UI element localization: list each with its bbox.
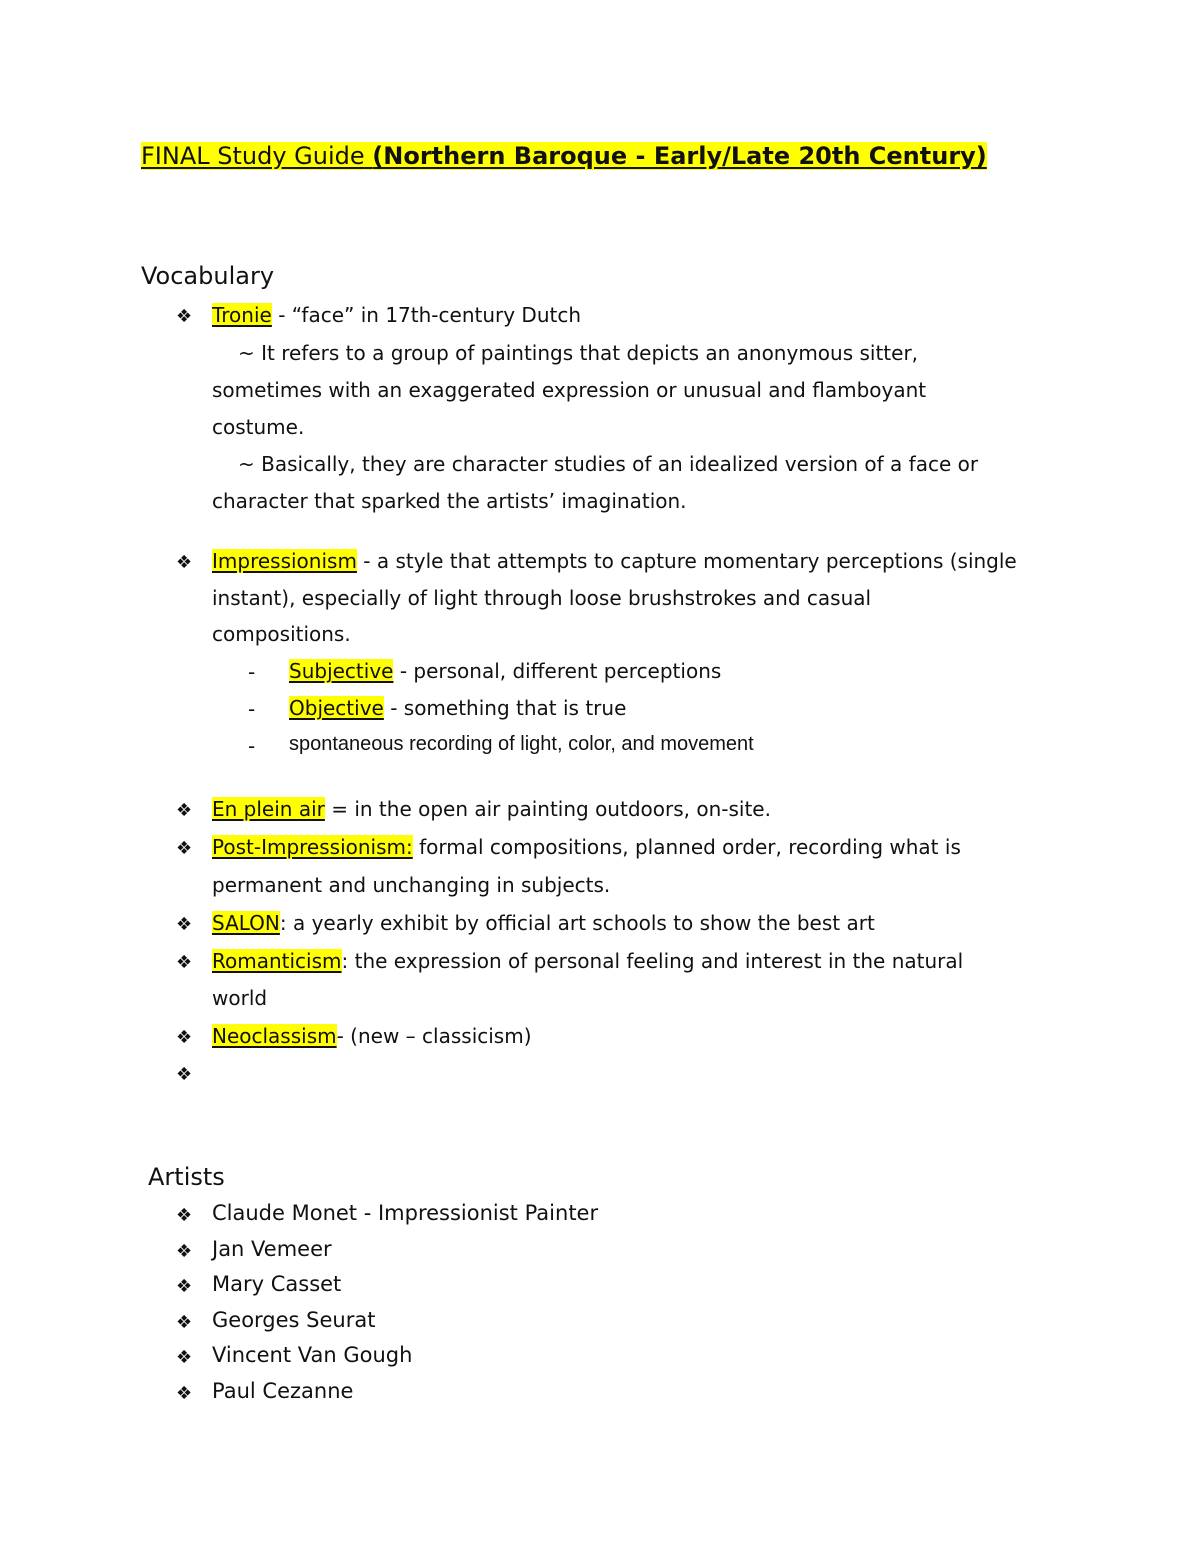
diamond-bullet-icon: ❖	[176, 800, 193, 821]
title-part-1: FINAL Study Guide	[141, 142, 365, 170]
artist-item: Paul Cezanne	[212, 1379, 354, 1403]
term-en-plein-air: En plein air	[212, 797, 325, 821]
vocab-item-en-plein-air: En plein air = in the open air painting outdoors, on-site.	[212, 797, 771, 821]
sub-item-subjective: Subjective - personal, different perceptions	[289, 659, 722, 683]
vocab-item-romanticism: Romanticism: the expression of personal feeling and interest in the natural	[212, 949, 964, 973]
vocab-item-salon: SALON: a yearly exhibit by official art schools to show the best art	[212, 911, 875, 935]
diamond-bullet-icon: ❖	[176, 1383, 193, 1404]
diamond-bullet-icon: ❖	[176, 1276, 193, 1297]
term-impressionism: Impressionism	[212, 549, 357, 573]
artist-item: Mary Casset	[212, 1272, 342, 1296]
diamond-bullet-icon: ❖	[176, 1205, 193, 1226]
dash-bullet: -	[248, 660, 256, 684]
vocab-item-impressionism: Impressionism - a style that attempts to capture momentary perceptions (single	[212, 549, 1017, 573]
diamond-bullet-icon: ❖	[176, 306, 193, 327]
diamond-bullet-icon: ❖	[176, 1347, 193, 1368]
term-tronie: Tronie	[212, 303, 272, 327]
term-romanticism: Romanticism	[212, 949, 342, 973]
artist-item: Georges Seurat	[212, 1308, 376, 1332]
term-post-impressionism: Post-Impressionism:	[212, 835, 413, 859]
title-part-2: (Northern Baroque - Early/Late 20th Century)	[372, 142, 987, 170]
sub-item-objective: Objective - something that is true	[289, 696, 627, 720]
dash-bullet: -	[248, 734, 256, 758]
diamond-bullet-icon: ❖	[176, 1064, 193, 1085]
artist-item: Jan Vemeer	[212, 1237, 332, 1261]
dash-bullet: -	[248, 697, 256, 721]
tronie-line-1: ~ It refers to a group of paintings that depicts an anonymous sitter,	[238, 341, 919, 365]
post-impressionism-line-2: permanent and unchanging in subjects.	[212, 873, 611, 897]
diamond-bullet-icon: ❖	[176, 1027, 193, 1048]
page-title	[141, 142, 987, 170]
term-objective: Objective	[289, 696, 384, 720]
sub-item-spontaneous: spontaneous recording of light, color, and movement	[289, 733, 754, 755]
tronie-line-4: ~ Basically, they are character studies of an idealized version of a face or	[238, 452, 979, 476]
term-subjective: Subjective	[289, 659, 394, 683]
artists-heading: Artists	[148, 1163, 225, 1191]
diamond-bullet-icon: ❖	[176, 1241, 193, 1262]
romanticism-line-2: world	[212, 986, 268, 1010]
diamond-bullet-icon: ❖	[176, 952, 193, 973]
tronie-line-5: character that sparked the artists’ imagination.	[212, 489, 687, 513]
vocab-item-tronie: Tronie - “face” in 17th-century Dutch	[212, 303, 582, 327]
artist-item: Claude Monet - Impressionist Painter	[212, 1201, 599, 1225]
impressionism-line-3: compositions.	[212, 622, 351, 646]
tronie-line-3: costume.	[212, 415, 305, 439]
term-salon: SALON	[212, 911, 280, 935]
diamond-bullet-icon: ❖	[176, 914, 193, 935]
impressionism-line-2: instant), especially of light through loose brushstrokes and casual	[212, 586, 872, 610]
term-neoclassism: Neoclassism	[212, 1024, 337, 1048]
tronie-line-2: sometimes with an exaggerated expression or unusual and flamboyant	[212, 378, 927, 402]
artist-item: Vincent Van Gough	[212, 1343, 413, 1367]
diamond-bullet-icon: ❖	[176, 552, 193, 573]
diamond-bullet-icon: ❖	[176, 838, 193, 859]
vocab-item-neoclassism: Neoclassism- (new – classicism)	[212, 1024, 532, 1048]
vocabulary-heading: Vocabulary	[141, 262, 275, 290]
diamond-bullet-icon: ❖	[176, 1312, 193, 1333]
vocab-item-post-impressionism: Post-Impressionism: formal compositions, planned order, recording what is	[212, 835, 961, 859]
